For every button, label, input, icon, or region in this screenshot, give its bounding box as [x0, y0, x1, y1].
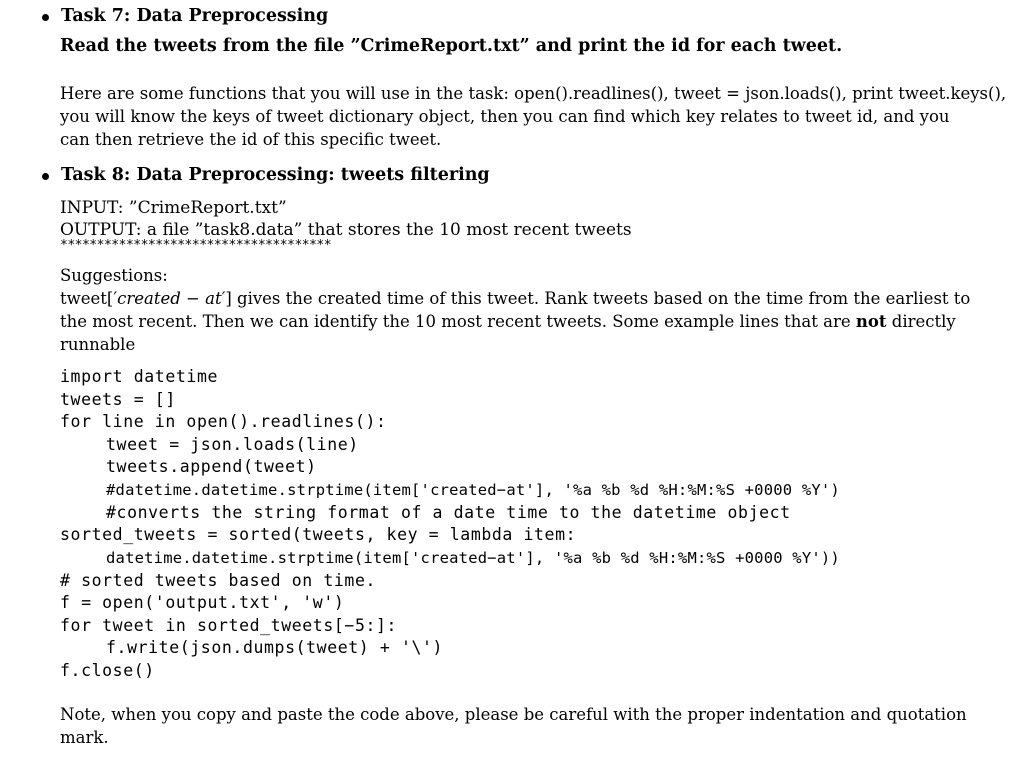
code-line: datetime.datetime.strptime(item['created−at'], '%a %b %d %H:%M:%S +0000 %Y')) — [106, 549, 840, 567]
code-line: tweets.append(tweet) — [106, 457, 317, 476]
task8-input: INPUT: ”CrimeReport.txt” — [60, 198, 287, 218]
code-line: for line in open().readlines(): — [60, 412, 387, 431]
code-line: tweet = json.loads(line) — [106, 435, 359, 454]
note-paragraph — [60, 703, 967, 749]
task8-title: Task 8: Data Preprocessing: tweets filtering — [61, 165, 490, 185]
code-line: sorted_tweets = sorted(tweets, key = lambda item: — [60, 525, 577, 544]
task7-subtitle: Read the tweets from the file ”CrimeReport.txt” and print the id for each tweet. — [60, 36, 843, 56]
task7-title: Task 7: Data Preprocessing — [61, 6, 329, 26]
code-line: # sorted tweets based on time. — [60, 571, 377, 590]
suggestions-label: Suggestions: — [60, 266, 168, 285]
suggestions-line: the most recent. Then we can identify the 10 most recent tweets. Some example lines that are not directly — [60, 312, 956, 331]
code-line: for tweet in sorted_tweets[−5:]: — [60, 616, 398, 635]
suggestions-block — [60, 264, 971, 356]
code-line: f.write(json.dumps(tweet) + '\') — [106, 638, 444, 657]
bullet-task7 — [42, 14, 49, 21]
code-line: import datetime — [60, 367, 219, 386]
task7-para-line: you will know the keys of tweet dictionary object, then you can find which key relates to tweet id, and you — [60, 107, 950, 126]
code-line: f.close() — [60, 661, 155, 680]
code-line: #converts the string format of a date time to the datetime object — [106, 503, 791, 522]
bullet-task8 — [42, 173, 49, 180]
note-line: mark. — [60, 728, 109, 747]
suggestions-line: runnable — [60, 335, 136, 354]
code-line: f = open('output.txt', 'w') — [60, 593, 345, 612]
task7-para-line: can then retrieve the id of this specific tweet. — [60, 130, 442, 149]
code-line: #datetime.datetime.strptime(item['created−at'], '%a %b %d %H:%M:%S +0000 %Y') — [106, 481, 840, 499]
task7-para-line: Here are some functions that you will use in the task: open().readlines(), tweet = json.loads(), print tweet.keys(), — [60, 84, 1007, 103]
code-line: tweets = [] — [60, 390, 176, 409]
suggestions-line: tweet[′created − at′] gives the created time of this tweet. Rank tweets based on the time from the earliest to — [60, 289, 971, 308]
task7-paragraph — [60, 82, 1007, 151]
separator-stars: ************************************* — [60, 238, 332, 253]
note-line: Note, when you copy and paste the code above, please be careful with the proper indentation and quotation — [60, 705, 967, 724]
task8-output: OUTPUT: a file ”task8.data” that stores the 10 most recent tweets — [60, 220, 632, 240]
